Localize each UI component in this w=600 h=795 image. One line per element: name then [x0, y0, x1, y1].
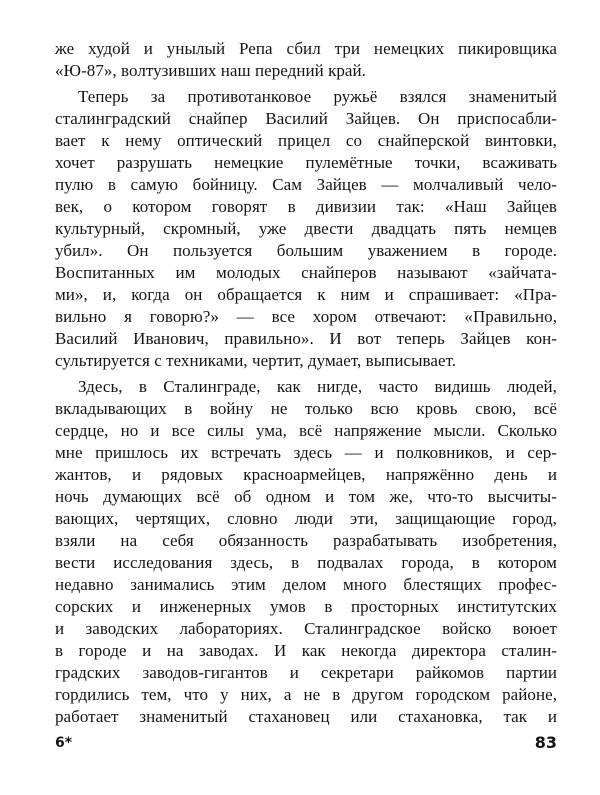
text-line: вильно я говорю?» — все хором отвечают: «Правильно, — [55, 307, 557, 326]
text-line: градских заводов-гигантов и секретари райкомов партии — [55, 663, 557, 682]
paragraph-start-line: Теперь за противотанковое ружьё взялся знаменитый — [78, 87, 557, 106]
text-line: пулю в самую бойницу. Сам Зайцев — молчаливый чело- — [55, 175, 557, 194]
text-line: сорских и инженерных умов в просторных институтских — [55, 597, 557, 616]
page-number: 83 — [534, 733, 557, 752]
text-line: взяли на себя обязанность разрабатывать изобретения, — [55, 531, 557, 550]
text-line: в городе и на заводах. И как некогда директора сталин- — [55, 641, 557, 660]
text-line: работает знаменитый стахановец или стахановка, так и — [55, 707, 557, 726]
text-line: мне пришлось их встречать здесь — и полковников, и сер- — [55, 443, 557, 462]
text-line: и заводских лабораториях. Сталинградское войско воюет — [55, 619, 557, 638]
text-line: вающих, чертящих, словно люди эти, защищающие город, — [55, 509, 557, 528]
text-line: недавно занимались этим делом много блестящих профес- — [55, 575, 557, 594]
text-line: ночь думающих всё об одном и том же, что-то высчиты- — [55, 487, 557, 506]
text-line: вести исследования здесь, в подвалах города, в котором — [55, 553, 557, 572]
text-line: хочет разрушать немецкие пулемётные точки, всаживать — [55, 153, 557, 172]
text-line: гордились тем, что у них, а не в другом городском районе, — [55, 685, 557, 704]
text-line: вкладывающих в войну не только всю кровь свою, всё — [55, 399, 557, 418]
text-line: жантов, и рядовых красноармейцев, напряжённо день и — [55, 465, 557, 484]
text-line: век, о котором говорят в дивизии так: «Наш Зайцев — [55, 197, 557, 216]
text-line: Воспитанных им молодых снайперов называют «зайчата- — [55, 263, 557, 282]
text-line: сердце, но и все силы ума, всё напряжение мысли. Сколько — [55, 421, 557, 440]
text-line: «Ю-87», волтузивших наш передний край. — [55, 61, 366, 80]
paragraph-start-line: Здесь, в Сталинграде, как нигде, часто видишь людей, — [78, 377, 557, 396]
signature-mark: 6* — [55, 735, 73, 751]
text-line: вает к нему оптический прицел со снайперской винтовки, — [55, 131, 557, 150]
text-line: культурный, скромный, уже двести двадцать пять немцев — [55, 219, 557, 238]
text-line: убил». Он пользуется большим уважением в городе. — [55, 241, 557, 260]
text-line: сультируется с техниками, чертит, думает, выписывает. — [55, 351, 457, 370]
text-line: сталинградский снайпер Василий Зайцев. Он приспосабли- — [55, 109, 557, 128]
text-line: ми», и, когда он обращается к ним и спрашивает: «Пра- — [55, 285, 557, 304]
text-line: Василий Иванович, правильно». И вот теперь Зайцев кон- — [55, 329, 557, 348]
text-line: же худой и унылый Репа сбил три немецких пикировщика — [55, 39, 557, 58]
